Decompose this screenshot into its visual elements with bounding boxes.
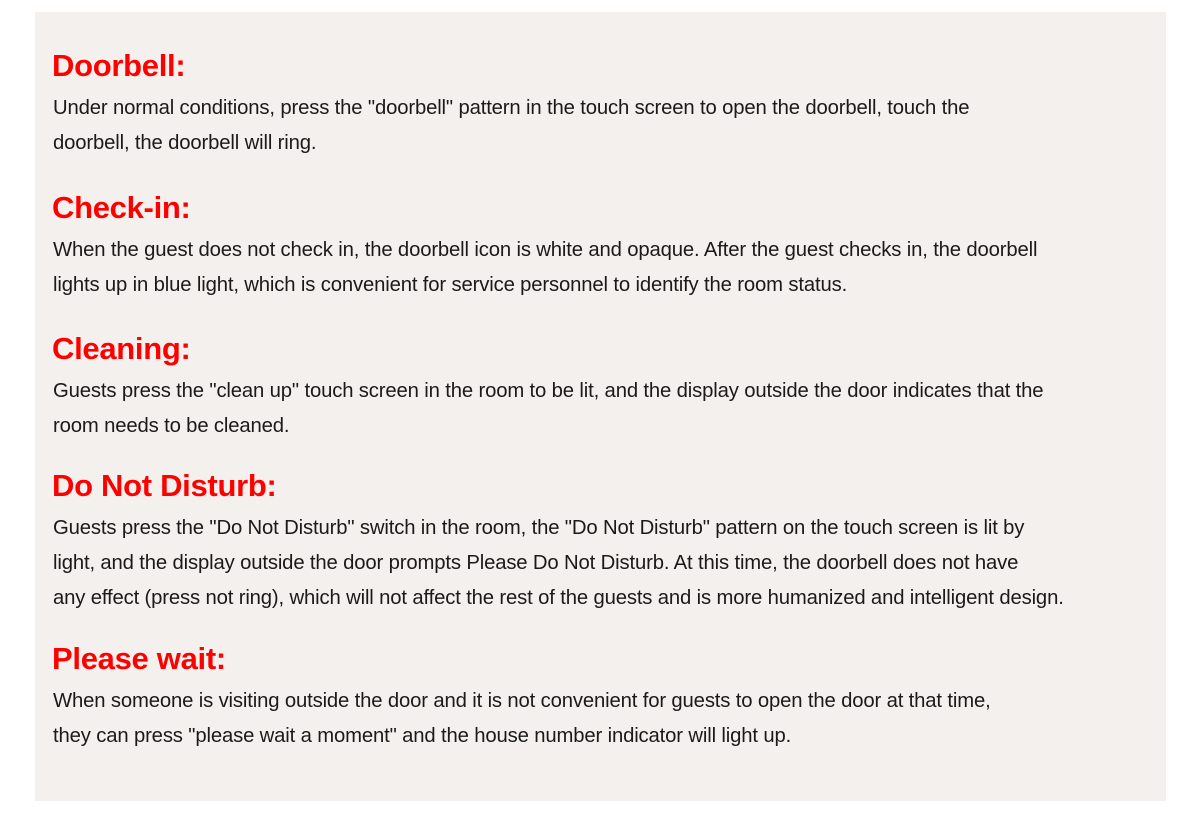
section-check-in xyxy=(52,189,1142,303)
section-body-do-not-disturb xyxy=(53,511,1142,616)
section-cleaning xyxy=(52,330,1142,444)
body-line: Guests press the "clean up" touch screen in the room to be lit, and the display outside the door indicates that the xyxy=(53,380,1044,402)
section-body-check-in xyxy=(53,233,1142,303)
section-heading-please-wait: Please wait: xyxy=(52,641,226,676)
body-line: Under normal conditions, press the "doorbell" pattern in the touch screen to open the doorbell, touch the xyxy=(53,97,970,119)
body-line: Guests press the "Do Not Disturb" switch in the room, the "Do Not Disturb" pattern on the touch screen is lit by xyxy=(53,517,1025,539)
section-heading-doorbell: Doorbell: xyxy=(52,48,186,83)
section-please-wait xyxy=(52,640,1142,754)
body-line: room needs to be cleaned. xyxy=(53,415,290,437)
section-heading-cleaning: Cleaning: xyxy=(52,331,191,366)
section-doorbell xyxy=(52,47,1142,161)
section-body-please-wait xyxy=(53,684,1142,754)
body-line: they can press "please wait a moment" and the house number indicator will light up. xyxy=(53,725,792,747)
section-body-cleaning xyxy=(53,374,1142,444)
body-line: lights up in blue light, which is convenient for service personnel to identify the room status. xyxy=(53,274,848,296)
section-heading-check-in: Check-in: xyxy=(52,190,191,225)
section-heading-do-not-disturb: Do Not Disturb: xyxy=(52,468,277,503)
body-line: When someone is visiting outside the door and it is not convenient for guests to open the door at that time, xyxy=(53,690,991,712)
body-line: When the guest does not check in, the doorbell icon is white and opaque. After the guest checks in, the doorbell xyxy=(53,239,1038,261)
feature-description-panel xyxy=(35,12,1166,801)
section-do-not-disturb xyxy=(52,467,1142,616)
body-line: any effect (press not ring), which will not affect the rest of the guests and is more humanized and intelligent design. xyxy=(53,587,1064,609)
section-body-doorbell xyxy=(53,91,1142,161)
body-line: light, and the display outside the door prompts Please Do Not Disturb. At this time, the doorbell does not have xyxy=(53,552,1019,574)
body-line: doorbell, the doorbell will ring. xyxy=(53,132,317,154)
